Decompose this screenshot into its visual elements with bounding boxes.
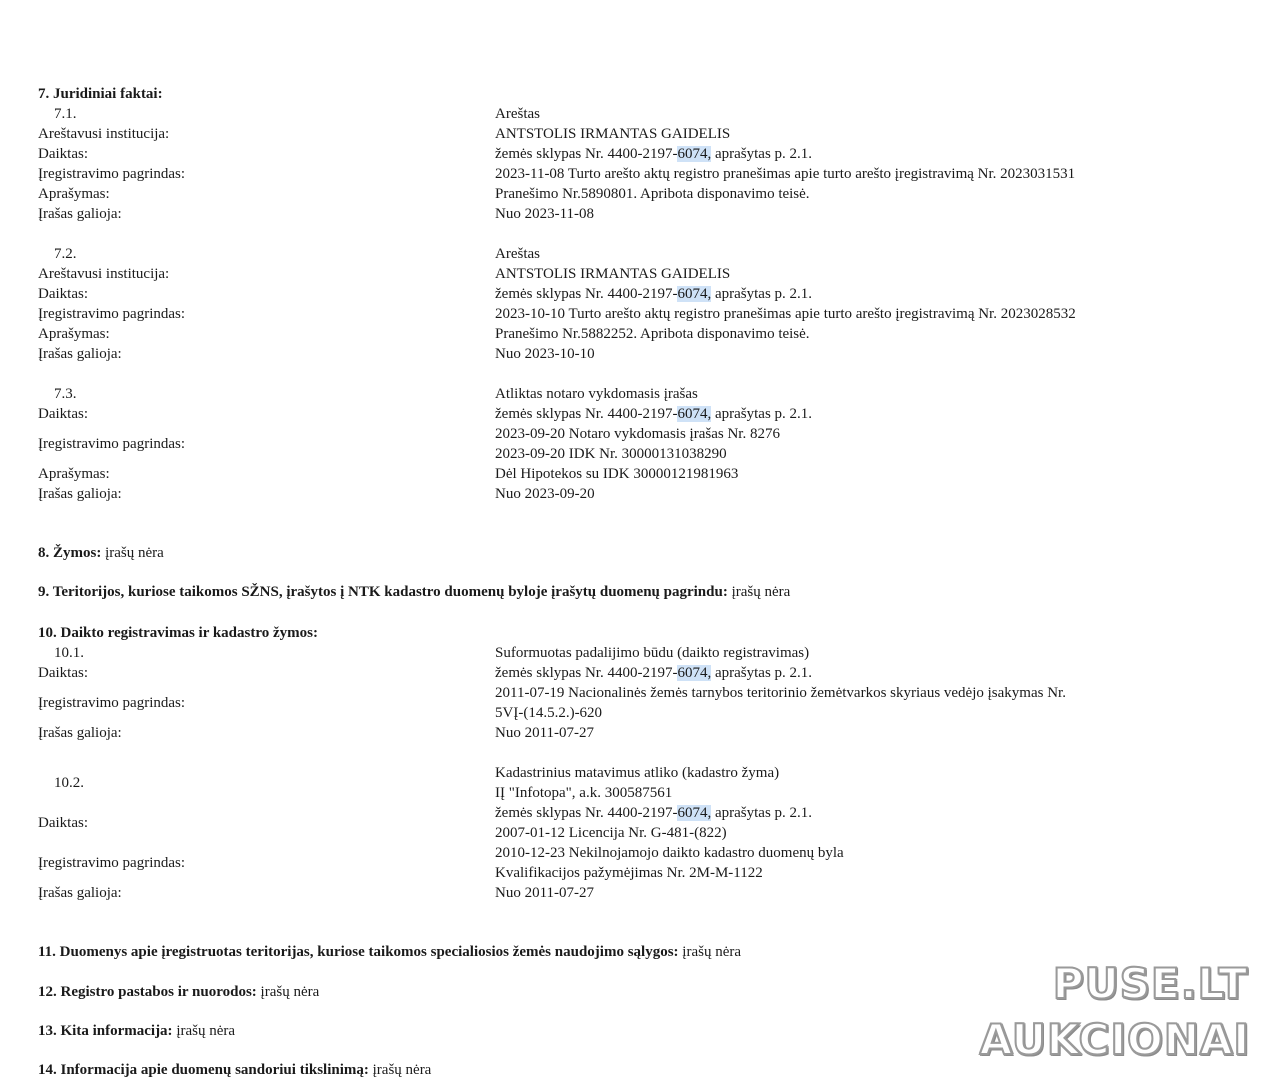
entry-number: 10.1. (54, 645, 84, 661)
object-value: žemės sklypas Nr. 4400-2197-6074, aprašytas p. 2.1. (495, 286, 813, 302)
entry-number: 7.1. (54, 106, 77, 122)
entry-type: Suformuotas padalijimo būdu (daikto registravimas) (495, 645, 810, 661)
section-13: 13. Kita informacija: įrašų nėra (38, 1023, 236, 1039)
description-label: Aprašymas: (38, 186, 110, 202)
entry-number: 7.2. (54, 246, 77, 262)
basis-label: Įregistravimo pagrindas: (38, 166, 186, 182)
section-8: 8. Žymos: įrašų nėra (38, 545, 164, 561)
object-label: Daiktas: (38, 406, 88, 422)
section-9: 9. Teritorijos, kuriose taikomos SŽNS, įrašytos į NTK kadastro duomenų byloje įrašytų duomenų pagrindu: įrašų nėra (38, 584, 791, 600)
entry-7-1 (38, 104, 1238, 224)
object-value: žemės sklypas Nr. 4400-2197-6074, aprašytas p. 2.1. (495, 146, 813, 162)
institution-label: Areštavusi institucija: (38, 266, 170, 282)
object-value: žemės sklypas Nr. 4400-2197-6074, aprašytas p. 2.1. (495, 665, 813, 681)
basis-value: 2023-10-10 Turto arešto aktų registro pranešimas apie turto arešto įregistravimą Nr. 2023028532 (495, 306, 1076, 322)
valid-value: Nuo 2023-11-08 (495, 206, 595, 222)
institution-value: ANTSTOLIS IRMANTAS GAIDELIS (495, 266, 731, 282)
valid-value: Nuo 2011-07-27 (495, 725, 595, 741)
section-10 (38, 623, 1238, 903)
entry-type: Areštas (495, 106, 540, 122)
institution-value: ANTSTOLIS IRMANTAS GAIDELIS (495, 126, 731, 142)
entry-type: Areštas (495, 246, 540, 262)
valid-value: Nuo 2023-10-10 (495, 346, 595, 362)
entry-type: Kadastrinius matavimus atliko (kadastro žyma) IĮ "Infotopa", a.k. 300587561 (495, 765, 780, 801)
section-14: 14. Informacija apie duomenų sandoriui tikslinimą: įrašų nėra (38, 1062, 432, 1078)
entry-type: Atliktas notaro vykdomasis įrašas (495, 386, 698, 402)
object-label: Daiktas: (38, 286, 88, 302)
entry-number: 10.2. (54, 775, 84, 791)
valid-label: Įrašas galioja: (38, 486, 122, 502)
basis-value: 2010-12-23 Nekilnojamojo daikto kadastro duomenų byla Kvalifikacijos pažymėjimas Nr. 2M-M-1122 (495, 845, 844, 881)
watermark-line-2: AUKCIONAI (979, 1015, 1250, 1064)
description-label: Aprašymas: (38, 466, 110, 482)
basis-value: 2023-11-08 Turto arešto aktų registro pranešimas apie turto arešto įregistravimą Nr. 2023031531 (495, 166, 1076, 182)
valid-label: Įrašas galioja: (38, 346, 122, 362)
valid-label: Įrašas galioja: (38, 206, 122, 222)
document-page (38, 84, 1238, 504)
object-label: Daiktas: (38, 815, 88, 831)
watermark-line-1: PUSE.LT (1052, 959, 1248, 1008)
section-7-title: 7. Juridiniai faktai: (38, 86, 163, 102)
object-label: Daiktas: (38, 146, 88, 162)
valid-label: Įrašas galioja: (38, 885, 122, 901)
basis-label: Įregistravimo pagrindas: (38, 855, 186, 871)
description-label: Aprašymas: (38, 326, 110, 342)
valid-label: Įrašas galioja: (38, 725, 122, 741)
valid-value: Nuo 2023-09-20 (495, 486, 595, 502)
object-value: žemės sklypas Nr. 4400-2197-6074, aprašytas p. 2.1. (495, 406, 813, 422)
description-value: Pranešimo Nr.5882252. Apribota disponavimo teisė. (495, 326, 810, 342)
section-12: 12. Registro pastabos ir nuorodos: įrašų nėra (38, 984, 320, 1000)
object-value: žemės sklypas Nr. 4400-2197-6074, aprašytas p. 2.1. 2007-01-12 Licencija Nr. G-481-(822) (495, 805, 813, 841)
institution-label: Areštavusi institucija: (38, 126, 170, 142)
basis-label: Įregistravimo pagrindas: (38, 695, 186, 711)
description-value: Pranešimo Nr.5890801. Apribota disponavimo teisė. (495, 186, 810, 202)
basis-label: Įregistravimo pagrindas: (38, 436, 186, 452)
basis-value: 2011-07-19 Nacionalinės žemės tarnybos teritorinio žemėtvarkos skyriaus vedėjo įsakymas Nr. 5VĮ-(14.5.2.)-620 (495, 685, 1066, 721)
section-11: 11. Duomenys apie įregistruotas teritorijas, kuriose taikomos specialiosios žemės naudojimo sąlygos: įrašų nėra (38, 944, 742, 960)
description-value: Dėl Hipotekos su IDK 30000121981963 (495, 466, 739, 482)
section-10-title: 10. Daikto registravimas ir kadastro žymos: (38, 625, 318, 641)
object-label: Daiktas: (38, 665, 88, 681)
valid-value: Nuo 2011-07-27 (495, 885, 595, 901)
basis-value: 2023-09-20 Notaro vykdomasis įrašas Nr. 8276 2023-09-20 IDK Nr. 30000131038290 (495, 426, 780, 462)
entry-number: 7.3. (54, 386, 77, 402)
entry-7-2 (38, 244, 1238, 364)
basis-label: Įregistravimo pagrindas: (38, 306, 186, 322)
entry-7-3 (38, 384, 1238, 504)
